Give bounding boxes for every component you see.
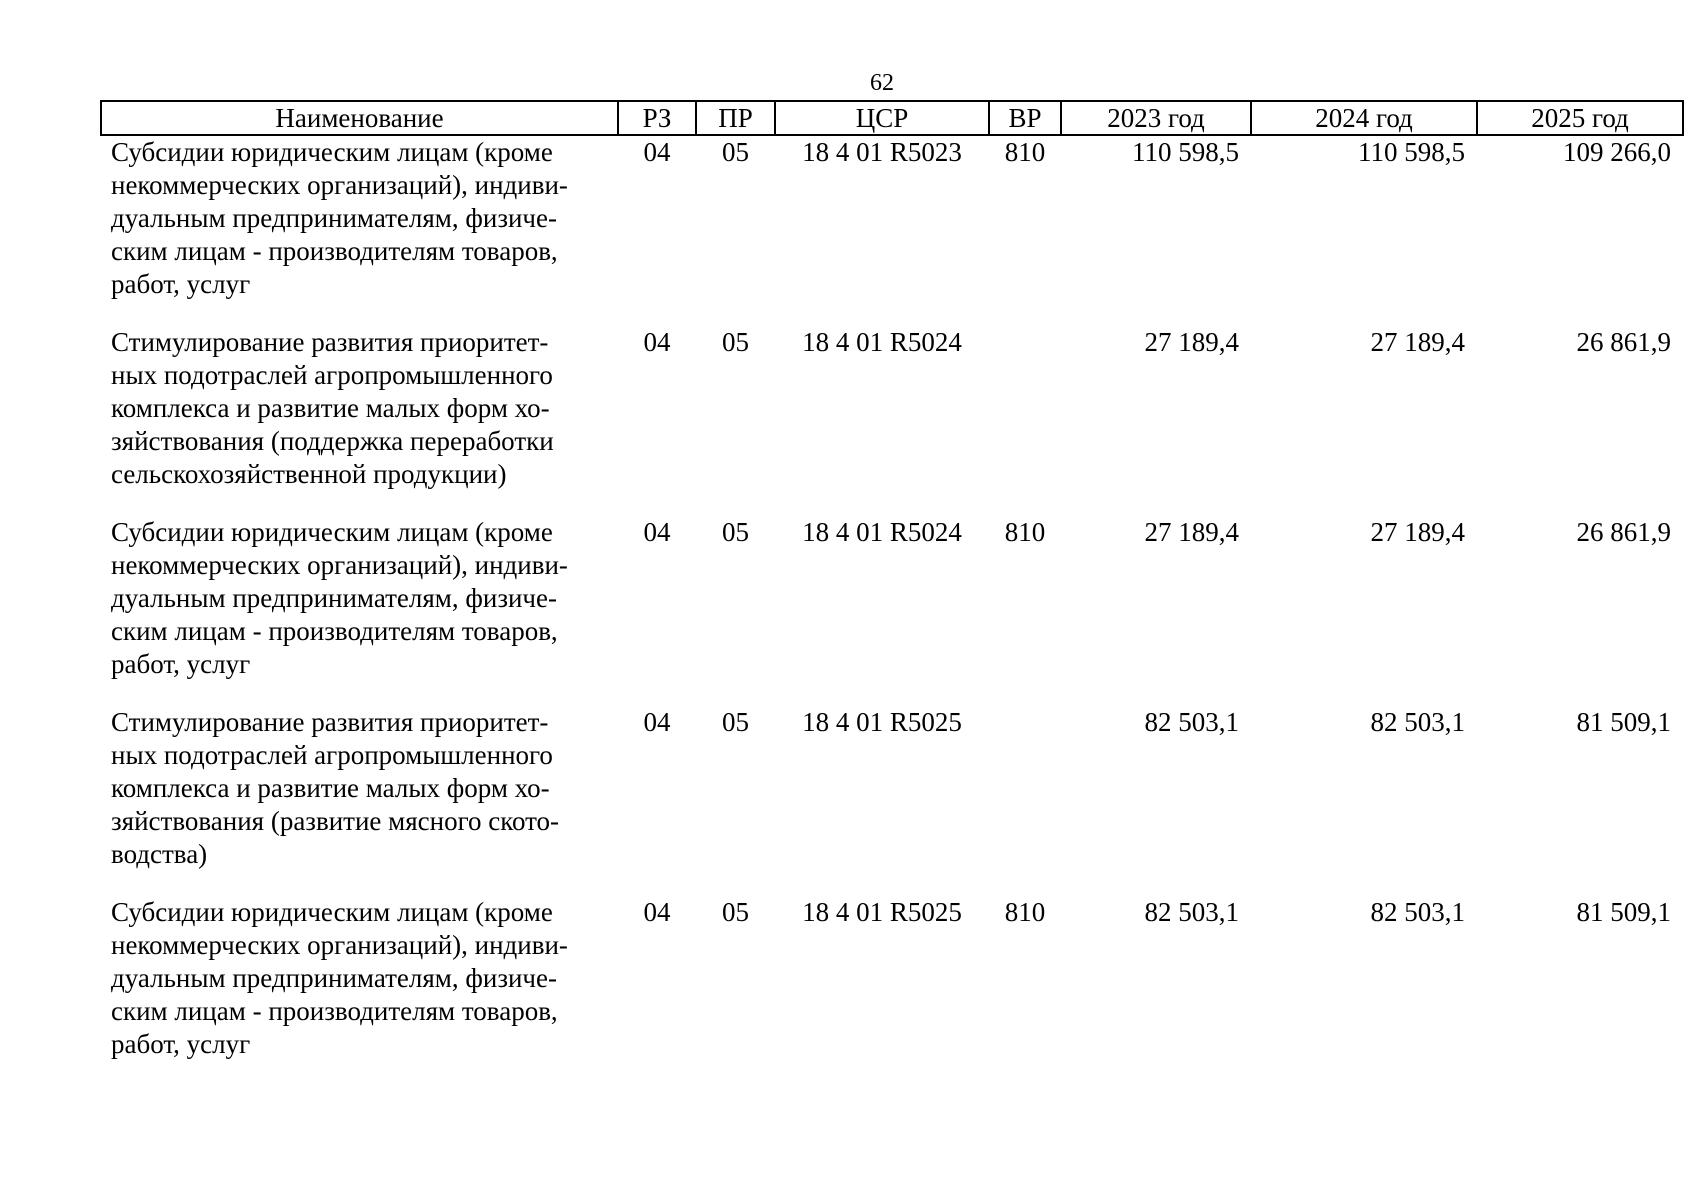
name-line: комплекса и развитие малых форм хо- [111, 773, 550, 803]
header-2025: 2025 год [1477, 101, 1683, 135]
row-vr: 810 [1004, 517, 1046, 547]
row-2023: 82 503,1 [1144, 707, 1239, 737]
name-line: комплекса и развитие малых форм хо- [111, 393, 550, 423]
row-2025: 26 861,9 [1576, 327, 1671, 357]
page-number: 62 [870, 70, 894, 96]
row-2025: 81 509,1 [1576, 897, 1671, 927]
row-2024: 27 189,4 [1370, 517, 1465, 547]
row-2025: 26 861,9 [1576, 517, 1671, 547]
row-vr [989, 326, 1061, 516]
name-line: ским лицам - производителям товаров, [111, 616, 558, 646]
table-header [101, 101, 1683, 135]
row-pr: 05 [722, 517, 749, 547]
name-line: ных подотраслей агропромышленного [111, 360, 553, 390]
row-csr: 18 4 01 R5024 [802, 517, 962, 547]
name-line: зяйствования (поддержка переработки [111, 426, 554, 456]
name-line: некоммерческих организаций), индиви- [111, 550, 568, 580]
name-line: ским лицам - производителям товаров, [111, 236, 558, 266]
row-name [101, 516, 618, 706]
row-name [101, 896, 618, 1086]
row-csr: 18 4 01 R5025 [802, 897, 962, 927]
table-row [101, 516, 1683, 706]
table-row [101, 135, 1683, 326]
header-pr: ПР [696, 101, 775, 135]
table-row [101, 706, 1683, 896]
row-csr: 18 4 01 R5025 [802, 707, 962, 737]
name-line: Субсидии юридическим лицам (кроме [111, 517, 553, 547]
row-pr: 05 [722, 707, 749, 737]
table-row [101, 896, 1683, 1086]
row-rz: 04 [643, 897, 671, 927]
name-line: ных подотраслей агропромышленного [111, 740, 553, 770]
row-csr: 18 4 01 R5023 [802, 137, 962, 167]
row-name [101, 706, 618, 896]
name-line: водства) [111, 839, 208, 869]
row-vr: 810 [1004, 897, 1046, 927]
header-rz: РЗ [618, 101, 696, 135]
name-line: Субсидии юридическим лицам (кроме [111, 897, 553, 927]
header-2024: 2024 год [1251, 101, 1477, 135]
row-csr: 18 4 01 R5024 [802, 327, 962, 357]
row-rz: 04 [643, 707, 671, 737]
row-2024: 27 189,4 [1370, 327, 1465, 357]
row-pr: 05 [722, 327, 749, 357]
name-line: работ, услуг [111, 269, 251, 299]
header-name: Наименование [101, 101, 618, 135]
row-2023: 82 503,1 [1144, 897, 1239, 927]
name-line: Стимулирование развития приоритет- [111, 327, 549, 357]
name-line: дуальным предпринимателям, физиче- [111, 963, 557, 993]
row-rz: 04 [643, 517, 671, 547]
row-vr [989, 706, 1061, 896]
header-csr: ЦСР [775, 101, 989, 135]
row-name [101, 326, 618, 516]
name-line: работ, услуг [111, 1029, 251, 1059]
name-line: работ, услуг [111, 649, 251, 679]
name-line: сельскохозяйственной продукции) [111, 459, 507, 489]
row-2025: 81 509,1 [1576, 707, 1671, 737]
name-line: Стимулирование развития приоритет- [111, 707, 549, 737]
row-pr: 05 [722, 897, 749, 927]
row-2023: 110 598,5 [1132, 137, 1239, 167]
header-vr: ВР [989, 101, 1061, 135]
name-line: Субсидии юридическим лицам (кроме [111, 137, 553, 167]
row-2023: 27 189,4 [1144, 517, 1239, 547]
name-line: ским лицам - производителям товаров, [111, 996, 558, 1026]
header-2023: 2023 год [1061, 101, 1251, 135]
budget-table [100, 100, 1684, 1086]
row-2024: 110 598,5 [1358, 137, 1465, 167]
name-line: некоммерческих организаций), индиви- [111, 930, 568, 960]
header-row [101, 101, 1683, 135]
name-line: дуальным предпринимателям, физиче- [111, 203, 557, 233]
table-body [101, 135, 1683, 1086]
row-vr: 810 [1004, 137, 1046, 167]
row-pr: 05 [722, 137, 749, 167]
table-row [101, 326, 1683, 516]
row-name [101, 135, 618, 326]
row-rz: 04 [643, 137, 671, 167]
row-2024: 82 503,1 [1370, 897, 1465, 927]
row-rz: 04 [643, 327, 671, 357]
row-2023: 27 189,4 [1144, 327, 1239, 357]
row-2025: 109 266,0 [1563, 137, 1671, 167]
name-line: некоммерческих организаций), индиви- [111, 170, 568, 200]
name-line: дуальным предпринимателям, физиче- [111, 583, 557, 613]
row-2024: 82 503,1 [1370, 707, 1465, 737]
name-line: зяйствования (развитие мясного ското- [111, 806, 560, 836]
